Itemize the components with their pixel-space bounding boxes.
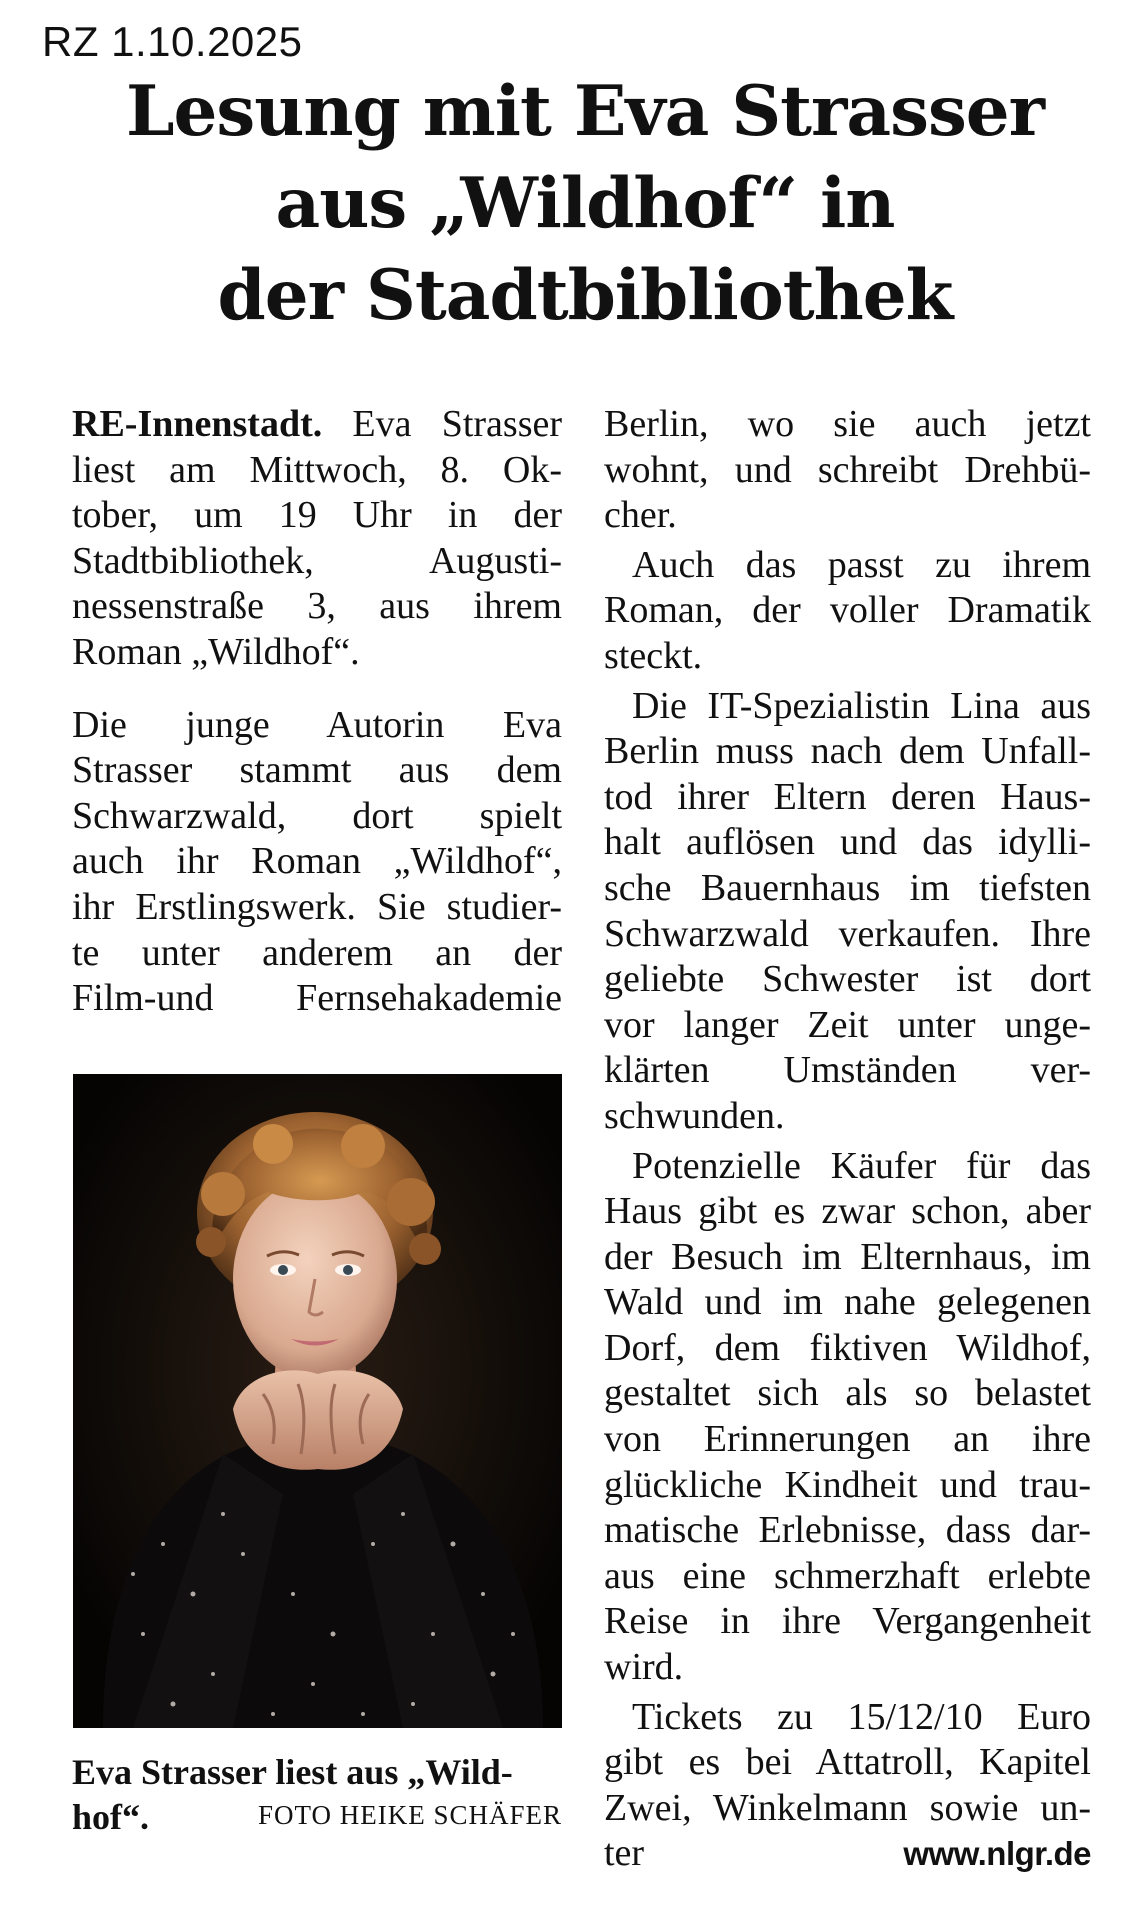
headline-line: der Stadtbibliothek <box>217 255 953 336</box>
body-line: aus eine schmerzhaft erlebte <box>604 1554 1091 1597</box>
body-line: tod ihrer Eltern deren Haus- <box>604 775 1091 818</box>
headline-line: aus „Wildhof“ in <box>275 163 895 244</box>
intro-line: Stadtbibliothek, Augusti- <box>72 539 562 582</box>
body-line: schwunden. <box>604 1094 785 1137</box>
photo-credit: FOTO HEIKE SCHÄFER <box>257 1800 562 1830</box>
body-text: ter <box>604 1832 645 1875</box>
intro-line: Roman „Wildhof“. <box>72 630 360 673</box>
intro-text: Eva Strasser <box>322 403 562 445</box>
photo-caption <box>72 1750 562 1840</box>
body-line: vor langer Zeit unter unge- <box>604 1003 1091 1046</box>
body-line: Strasser stammt aus dem <box>72 749 562 792</box>
headline-line: Lesung mit Eva Strasser <box>125 71 1045 152</box>
body-line: gestaltet sich als so belastet <box>604 1372 1091 1415</box>
caption-text: hof“. <box>72 1797 150 1837</box>
intro-line: liest am Mittwoch, 8. Ok- <box>72 448 562 491</box>
body-line: ihr Erstlingswerk. Sie studier- <box>72 885 562 928</box>
body-line: Haus gibt es zwar schon, aber <box>604 1190 1091 1233</box>
body-line: Tickets zu 15/12/10 Euro <box>632 1695 1091 1738</box>
body-line: der Besuch im Elternhaus, im <box>604 1235 1091 1278</box>
body-line: sche Bauernhaus im tiefsten <box>604 866 1091 909</box>
article-column-right <box>604 402 1091 1877</box>
body-line: Auch das passt zu ihrem <box>632 543 1091 586</box>
body-line: Schwarzwald, dort spielt <box>72 794 562 837</box>
body-line: wohnt, und schreibt Drehbü- <box>604 448 1091 491</box>
body-line: geliebte Schwester ist dort <box>604 958 1091 1001</box>
body-line: glückliche Kindheit und trau- <box>604 1463 1091 1506</box>
article-headline <box>60 66 1110 342</box>
body-line <box>604 1831 1091 1877</box>
body-line: steckt. <box>604 634 703 677</box>
body-line: gibt es bei Attatroll, Kapitel <box>604 1741 1091 1784</box>
intro-line: nessenstraße 3, aus ihrem <box>72 585 562 628</box>
intro-line <box>72 402 562 448</box>
caption-text: Eva Strasser liest aus „Wild- <box>72 1752 513 1792</box>
body-line: von Erinnerungen an ihre <box>604 1418 1091 1461</box>
body-line: klärten Umständen ver- <box>604 1049 1091 1092</box>
author-photo <box>73 1074 562 1728</box>
body-line: Roman, der voller Dramatik <box>604 589 1091 632</box>
body-line: wird. <box>604 1646 684 1689</box>
body-line: Reise in ihre Vergangenheit <box>604 1600 1091 1643</box>
body-line: halt auflösen und das idylli- <box>604 821 1091 864</box>
body-line: Berlin muss nach dem Unfall- <box>604 730 1091 773</box>
body-line: Berlin, wo sie auch jetzt <box>604 403 1091 445</box>
website-link[interactable]: www.nlgr.de <box>903 1835 1091 1873</box>
body-line: Die junge Autorin Eva <box>72 703 562 746</box>
body-line: Zwei, Winkelmann sowie un- <box>604 1786 1091 1829</box>
body-line: Wald und im nahe gelegenen <box>604 1281 1091 1324</box>
body-line: auch ihr Roman „Wildhof“, <box>72 840 562 883</box>
body-line: te unter anderem an der <box>72 931 562 974</box>
body-line: Potenzielle Käufer für das <box>632 1144 1091 1187</box>
body-line: Dorf, dem fiktiven Wildhof, <box>604 1326 1091 1369</box>
dateline: RE-Innenstadt. <box>72 403 323 445</box>
body-line: Film-und Fernsehakademie <box>72 977 562 1020</box>
body-line: cher. <box>604 494 677 537</box>
body-line: Schwarzwald verkaufen. Ihre <box>604 912 1091 955</box>
intro-line: tober, um 19 Uhr in der <box>72 494 562 537</box>
date-stamp: RZ 1.10.2025 <box>42 18 303 65</box>
body-line: Die IT-Spezialistin Lina aus <box>632 684 1091 727</box>
body-line: matische Erlebnisse, dass dar- <box>604 1509 1091 1552</box>
article-column-left <box>72 402 562 1022</box>
